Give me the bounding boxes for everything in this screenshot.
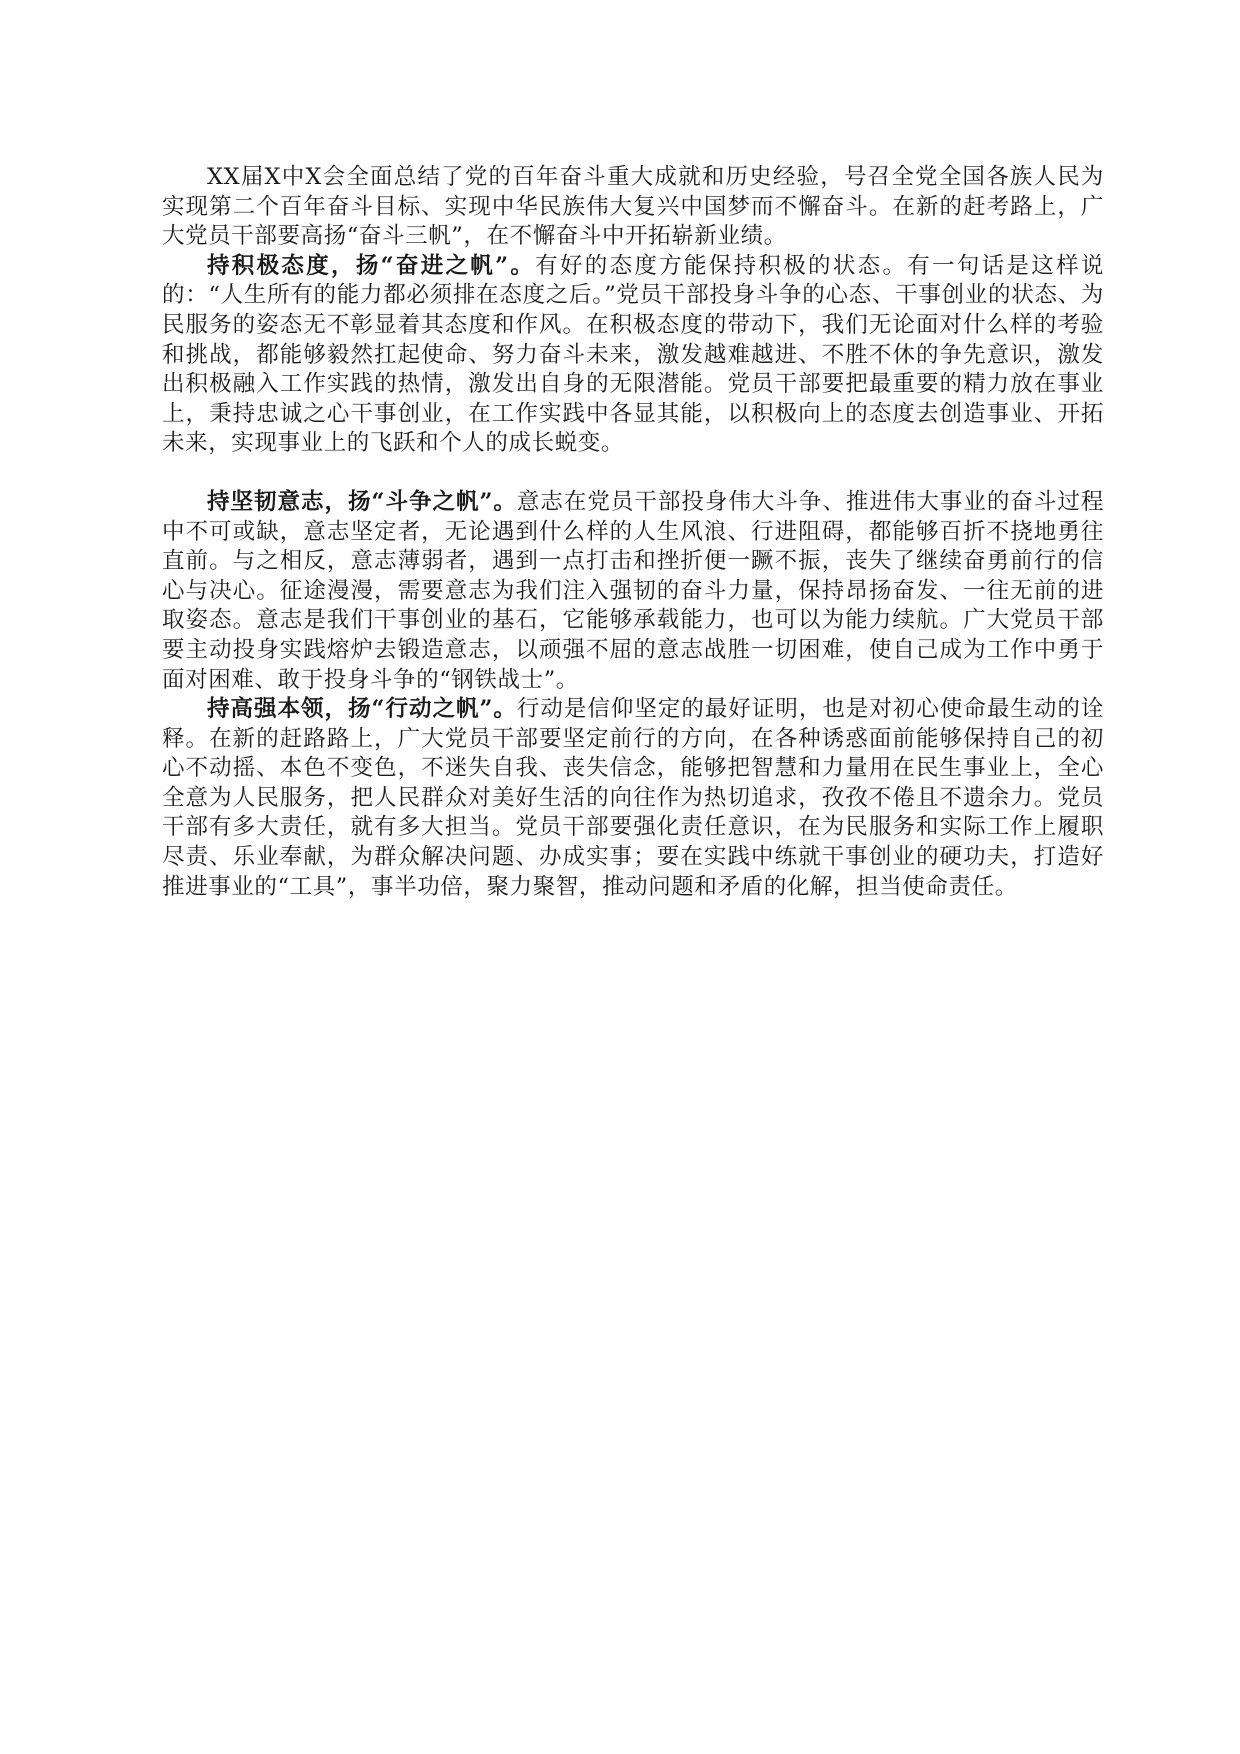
paragraph-attitude: [162, 252, 1104, 459]
paragraph-text: 有好的态度方能保持积极的状态。有一句话是这样说的：“人生所有的能力都必须排在态度之后。”党员干部投身斗争的心态、干事创业的状态、为民服务的姿态无不彰显着其态度和作风。在积极态度的带动下，我们无论面对什么样的考验和挑战，都能够毅然扛起使命、努力奋斗未来，激发越难越进、不胜不休的争先意识，激发出积极融入工作实践的热情，激发出自身的无限潜能。党员干部要把最重要的精力放在事业上，秉持忠诚之心干事创业，在工作实践中各显其能，以积极向上的态度去创造事业、开拓未来，实现事业上的飞跃和个人的成长蜕变。: [162, 252, 1104, 457]
document-body: [162, 163, 1104, 902]
paragraph-will: [162, 488, 1104, 695]
paragraph-lead: 持积极态度，扬“奋进之帆”。: [207, 252, 536, 279]
paragraph-lead: 持高强本领，扬“行动之帆”。: [207, 696, 517, 723]
paragraph-text: 意志在党员干部投身伟大斗争、推进伟大事业的奋斗过程中不可或缺，意志坚定者，无论遇到什么样的人生风浪、行进阻碍，都能够百折不挠地勇往直前。与之相反，意志薄弱者，遇到一点打击和挫折便一蹶不振，丧失了继续奋勇前行的信心与决心。征途漫漫，需要意志为我们注入强韧的奋斗力量，保持昂扬奋发、一往无前的进取姿态。意志是我们干事创业的基石，它能够承载能力，也可以为能力续航。广大党员干部要主动投身实践熔炉去锻造意志，以顽强不屈的意志战胜一切困难，使自己成为工作中勇于面对困难、敢于投身斗争的“钢铁战士”。: [162, 488, 1104, 693]
paragraph-action: [162, 695, 1104, 902]
paragraph-text: XX届X中X会全面总结了党的百年奋斗重大成就和历史经验，号召全党全国各族人民为实现第二个百年奋斗目标、实现中华民族伟大复兴中国梦而不懈奋斗。在新的赶考路上，广大党员干部要高扬“奋斗三帆”，在不懈奋斗中开拓崭新业绩。: [162, 164, 1104, 250]
paragraph-lead: 持坚韧意志，扬“斗争之帆”。: [207, 488, 517, 515]
paragraph-text: 行动是信仰坚定的最好证明，也是对初心使命最生动的诠释。在新的赶路路上，广大党员干部要坚定前行的方向，在各种诱惑面前能够保持自己的初心不动摇、本色不变色，不迷失自我、丧失信念，能够把智慧和力量用在民生事业上，全心全意为人民服务，把人民群众对美好生活的向往作为热切追求，孜孜不倦且不遗余力。党员干部有多大责任，就有多大担当。党员干部要强化责任意识，在为民服务和实际工作上履职尽责、乐业奉献，为群众解决问题、办成实事；要在实践中练就干事创业的硬功夫，打造好推进事业的“工具”，事半功倍，聚力聚智，推动问题和矛盾的化解，担当使命责任。: [162, 696, 1104, 900]
paragraph-intro: [162, 163, 1104, 252]
